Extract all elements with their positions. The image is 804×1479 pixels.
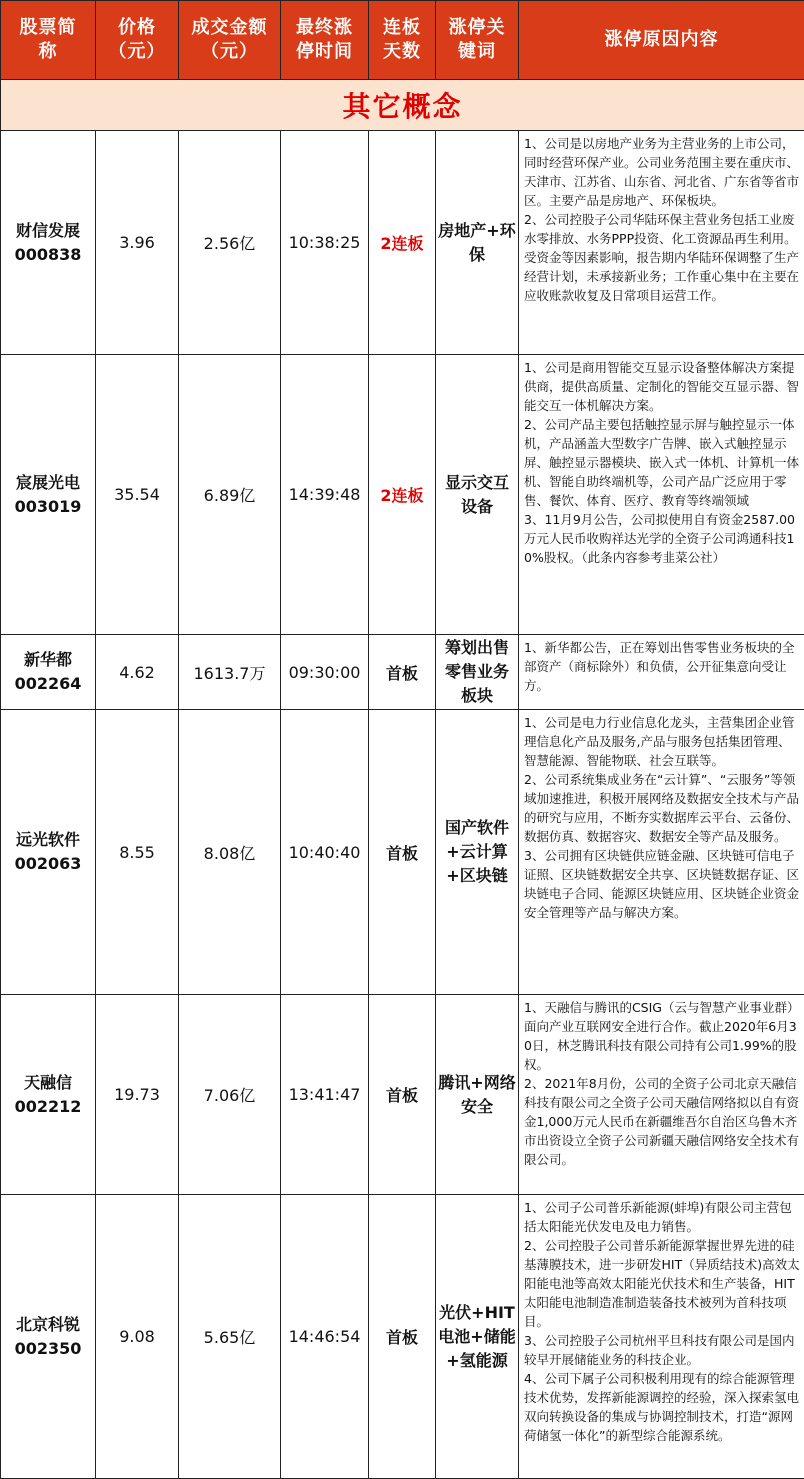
stock-name: 财信发展 [1,219,95,243]
stock-code: 002350 [1,1337,95,1361]
stock-name-cell [1,995,96,1195]
stock-name: 天融信 [1,1071,95,1095]
table-row [1,355,804,635]
header-stock-name [1,1,96,80]
table-row [1,1195,804,1479]
table-row [1,131,804,355]
price-cell: 35.54 [96,355,179,635]
reason-cell: 1、天融信与腾讯的CSIG（云与智慧产业事业群）面向产业互联网安全进行合作。截止2020年6月30日，林芝腾讯科技有限公司持有公司1.99%的股权。 2、2021年8月份，公司的全资子公司北京天融信科技有限公司之全资子公司天融信网络拟以自有资金1,000万元人民币在新疆维吾尔自治区乌鲁木齐市出资设立全资子公司新疆天融信网络安全技术有限公司。 [519,995,804,1195]
stock-name-cell [1,635,96,710]
header-time [281,1,369,80]
keyword-cell: 光伏+HIT电池+储能+氢能源 [436,1195,519,1479]
price-cell: 4.62 [96,635,179,710]
header-price [96,1,179,80]
price-cell: 8.55 [96,710,179,995]
section-row [1,80,804,131]
reason-cell: 1、公司是商用智能交互显示设备整体解决方案提供商，提供高质量、定制化的智能交互显示器、智能交互一体机解决方案。 2、公司产品主要包括触控显示屏与触控显示一体机，产品涵盖大型数字广告牌、嵌入式触控显示屏、触控显示器模块、嵌入式一体机、计算机一体机、智能自助终端机等，公司产品广泛应用于零售、餐饮、体育、医疗、教育等终端领域 3、11月9月公告，公司拟使用自有资金2587.00万元人民币收购祥达光学的全资子公司鸿通科技10%股权。（此条内容参考韭菜公社） [519,355,804,635]
amount-cell: 5.65亿 [179,1195,281,1479]
stock-name: 北京科锐 [1,1313,95,1337]
days-cell: 首板 [369,710,436,995]
stock-code: 000838 [1,243,95,267]
keyword-cell: 筹划出售零售业务板块 [436,635,519,710]
header-amount-label: 成交金额（元） [185,16,275,64]
header-price-label: 价格（元） [107,16,167,64]
time-cell: 09:30:00 [281,635,369,710]
header-stock-name-label: 股票简称 [18,16,78,64]
header-days-label: 连板天数 [382,16,422,64]
stock-name: 远光软件 [1,828,95,852]
days-cell: 2连板 [369,131,436,355]
amount-cell: 7.06亿 [179,995,281,1195]
stock-name-cell [1,710,96,995]
table-row [1,710,804,995]
stock-name: 新华都 [1,648,95,672]
reason-cell: 1、公司是电力行业信息化龙头，主营集团企业管理信息化产品及服务,产品与服务包括集团管理、智慧能源、智能物联、社会互联等。 2、公司系统集成业务在“云计算”、“云服务”等领域加速推进，积极开展网络及数据安全技术与产品的研究与应用，不断夯实数据库云平台、云备份、数据仿真、数据容灾、数据安全等产品及服务。 3、公司拥有区块链供应链金融、区块链可信电子证照、区块链数据安全共享、区块链数据存证、区块链电子合同、能源区块链应用、区块链企业资金安全管理等产品与解决方案。 [519,710,804,995]
keyword-cell: 房地产+环保 [436,131,519,355]
stock-code: 002063 [1,852,95,876]
stock-name-cell [1,1195,96,1479]
section-title: 其它概念 [1,80,804,131]
reason-cell: 1、公司子公司普乐新能源(蚌埠)有限公司主营包括太阳能光伏发电及电力销售。 2、公司控股子公司普乐新能源掌握世界先进的硅基薄膜技术，进一步研发HIT（异质结技术)高效太阳能电池等高效太阳能光伏技术和生产装备，HIT太阳能电池制造准制造装备技术被列为首科技项目。 3、公司控股子公司杭州平旦科技有限公司是国内较早开展储能业务的科技企业。 4、公司下属子公司积极利用现有的综合能源管理技术优势，发挥新能源调控的经验，深入探索氢电双向转换设备的集成与协调控制技术，打造“源网荷储氢一体化”的新型综合能源系统。 [519,1195,804,1479]
amount-cell: 6.89亿 [179,355,281,635]
time-cell: 14:46:54 [281,1195,369,1479]
time-cell: 14:39:48 [281,355,369,635]
time-cell: 10:38:25 [281,131,369,355]
stock-code: 002212 [1,1095,95,1119]
reason-cell: 1、新华都公告，正在筹划出售零售业务板块的全部资产（商标除外）和负债，公开征集意向受让方。 [519,635,804,710]
stock-name-cell [1,131,96,355]
time-cell: 13:41:47 [281,995,369,1195]
stock-code: 002264 [1,672,95,696]
stock-name-cell [1,355,96,635]
days-cell: 2连板 [369,355,436,635]
stock-name: 宸展光电 [1,471,95,495]
header-row [1,1,804,80]
header-reason-label: 涨停原因内容 [519,28,804,52]
stock-code: 003019 [1,495,95,519]
price-cell: 19.73 [96,995,179,1195]
keyword-cell: 显示交互设备 [436,355,519,635]
amount-cell: 2.56亿 [179,131,281,355]
days-cell: 首板 [369,1195,436,1479]
header-amount [179,1,281,80]
days-cell: 首板 [369,635,436,710]
price-cell: 3.96 [96,131,179,355]
header-keyword-label: 涨停关键词 [440,16,514,64]
days-cell: 首板 [369,995,436,1195]
header-time-label: 最终涨停时间 [288,16,362,64]
amount-cell: 8.08亿 [179,710,281,995]
time-cell: 10:40:40 [281,710,369,995]
keyword-cell: 腾讯+网络安全 [436,995,519,1195]
header-days [369,1,436,80]
reason-cell: 1、公司是以房地产业务为主营业务的上市公司，同时经营环保产业。公司业务范围主要在重庆市、天津市、江苏省、山东省、河北省、广东省等省市区。主要产品是房地产、环保板块。 2、公司控股子公司华陆环保主营业务包括工业废水零排放、水务PPP投资、化工资源品再生利用。受资金等因素影响，报告期内华陆环保调整了生产经营计划，未承接新业务；工作重心集中在主要在应收账款收复及日常项目运营工作。 [519,131,804,355]
header-keyword [436,1,519,80]
keyword-cell: 国产软件+云计算+区块链 [436,710,519,995]
header-reason [519,1,804,80]
table-row [1,995,804,1195]
amount-cell: 1613.7万 [179,635,281,710]
table-row [1,635,804,710]
price-cell: 9.08 [96,1195,179,1479]
